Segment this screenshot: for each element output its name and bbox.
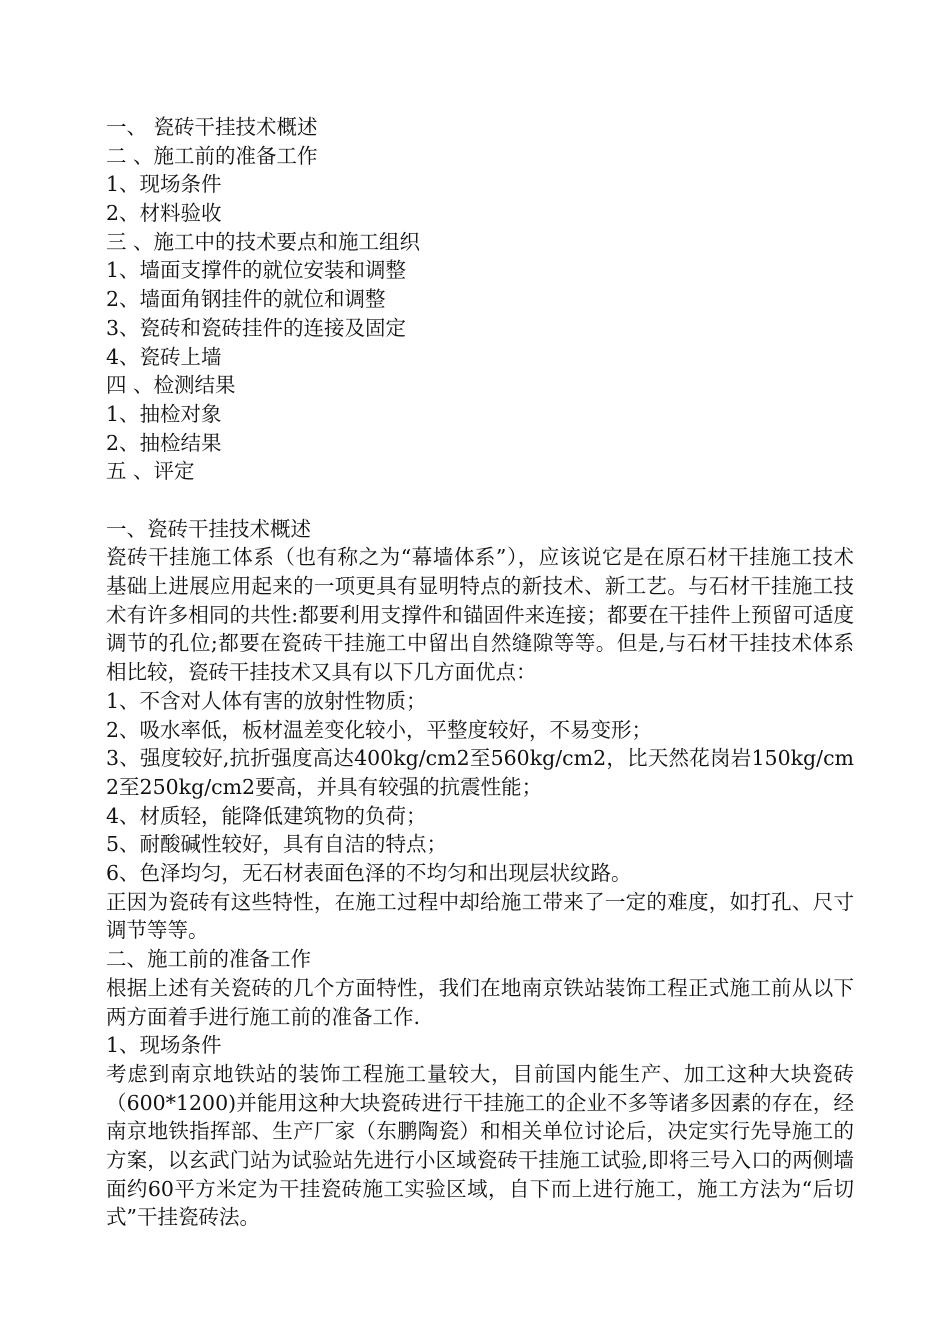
document-body [106, 113, 854, 1232]
list-item: 2、吸水率低，板材温差变化较小，平整度较好，不易变形； [106, 717, 653, 742]
section-heading: 二、施工前的准备工作 [106, 947, 311, 972]
list-item: 5、耐酸碱性较好，具有自洁的特点； [106, 832, 448, 857]
toc-item: 1、抽检对象 [106, 401, 222, 426]
toc-item: 1、现场条件 [106, 172, 222, 197]
paragraph: 正因为瓷砖有这些特性，在施工过程中却给施工带来了一定的难度，如打孔、尺寸调节等等。 [106, 889, 854, 943]
list-item: 3、强度较好,抗折强度高达400kg/cm2至560kg/cm2，比天然花岗岩150kg/cm2至250kg/cm2要高，并具有较强的抗震性能； [106, 746, 854, 799]
paragraph: 瓷砖干挂施工体系（也有称之为“幕墙体系”），应该说它是在原石材干挂施工技术基础上进展应用起来的一项更具有显明特点的新技术、新工艺。与石材干挂施工技术有许多相同的共性:都要利用支撑件和锚固件来连接；都要在干挂件上预留可适度调节的孔位;都要在瓷砖干挂施工中留出自然缝隙等等。但是,与石材干挂技术体系相比较，瓷砖干挂技术又具有以下几方面优点： [106, 545, 854, 685]
section-overview [106, 515, 854, 946]
toc-item: 三 、施工中的技术要点和施工组织 [106, 229, 421, 254]
toc-item: 一、 瓷砖干挂技术概述 [106, 115, 318, 139]
toc-item: 2、抽检结果 [106, 430, 222, 455]
list-item: 6、色泽均匀，无石材表面色泽的不均匀和出现层状纹路。 [106, 861, 632, 886]
toc-item: 2、墙面角钢挂件的就位和调整 [106, 287, 386, 312]
list-item: 1、不含对人体有害的放射性物质； [106, 688, 427, 713]
section-preparation [106, 945, 854, 1232]
toc-item: 4、瓷砖上墙 [106, 344, 222, 369]
toc-item: 五 、评定 [106, 459, 195, 484]
toc-item: 3、瓷砖和瓷砖挂件的连接及固定 [106, 315, 407, 340]
toc-item: 四 、检测结果 [106, 373, 236, 398]
subsection-heading: 1、现场条件 [106, 1033, 222, 1058]
table-of-contents [106, 113, 854, 486]
paragraph: 考虑到南京地铁站的装饰工程施工量较大，目前国内能生产、加工这种大块瓷砖（600*1200)并能用这种大块瓷砖进行干挂施工的企业不多等诸多因素的存在，经南京地铁指挥部、生产厂家（东鹏陶瓷）和相关单位讨论后，决定实行先导施工的方案，以玄武门站为试验站先进行小区域瓷砖干挂施工试验,即将三号入口的两侧墙面约60平方米定为干挂瓷砖施工实验区域，自下而上进行施工，施工方法为“后切式”干挂瓷砖法。 [106, 1061, 854, 1230]
toc-item: 1、墙面支撑件的就位安装和调整 [106, 258, 407, 283]
blank-line [106, 486, 854, 515]
section-heading: 一、瓷砖干挂技术概述 [106, 516, 311, 541]
paragraph: 根据上述有关瓷砖的几个方面特性，我们在地南京铁站装饰工程正式施工前从以下两方面着手进行施工前的准备工作. [106, 975, 854, 1029]
toc-item: 二 、施工前的准备工作 [106, 143, 318, 168]
list-item: 4、材质轻，能降低建筑物的负荷； [106, 803, 427, 828]
toc-item: 2、材料验收 [106, 201, 222, 226]
